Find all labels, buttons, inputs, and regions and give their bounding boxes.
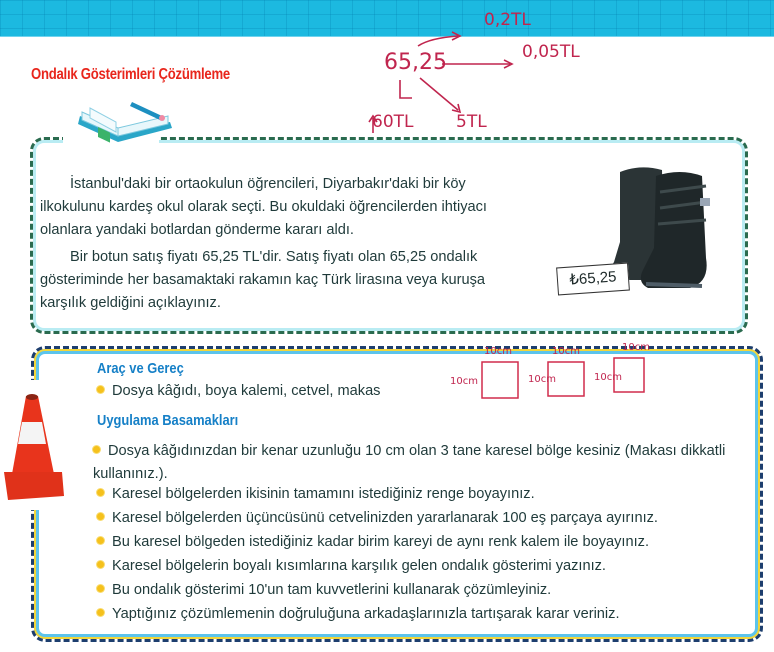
problem-paragraph-2: Bir botun satış fiyatı 65,25 TL'dir. Satış fiyatı olan 65,25 ondalık gösteriminde her basamaktaki rakamın kaç Türk lirasına veya kuruşa karşılık geldiğini açıklayınız. bbox=[40, 249, 486, 311]
materials-heading: Araç ve Gereç bbox=[97, 360, 184, 377]
bullet-icon bbox=[93, 446, 100, 453]
bullet-icon bbox=[97, 609, 104, 616]
step-item: Karesel bölgelerden ikisinin tamamını istediğiniz renge boyayınız. bbox=[97, 486, 535, 502]
materials-item: Dosya kâğıdı, boya kalemi, cetvel, makas bbox=[97, 383, 380, 399]
problem-paragraph-1: İstanbul'daki bir ortaokulun öğrencileri, Diyarbakır'daki bir köy ilkokulunu kardeş okul olarak seçti. Bu okuldaki öğrencilerden ihtiyacı olanlara yandaki botlardan gönderme kararı aldı. bbox=[40, 176, 487, 238]
handwritten-tens: 60TL bbox=[372, 112, 414, 132]
bullet-icon bbox=[97, 386, 104, 393]
handwritten-hundredths: 0,05TL bbox=[522, 42, 580, 62]
step-item: Yaptığınız çözümlemenin doğruluğuna arkadaşlarınızla tartışarak karar veriniz. bbox=[97, 606, 620, 622]
handwritten-number: 65,25 bbox=[384, 50, 447, 75]
bullet-icon bbox=[97, 561, 104, 568]
handwritten-tenths: 0,2TL bbox=[484, 10, 531, 30]
bullet-icon bbox=[97, 513, 104, 520]
open-book-icon bbox=[70, 96, 180, 146]
steps-heading: Uygulama Basamakları bbox=[97, 412, 239, 429]
bullet-icon bbox=[97, 489, 104, 496]
price-tag: ₺65,25 bbox=[556, 263, 630, 296]
bullet-icon bbox=[97, 537, 104, 544]
step-item: Karesel bölgelerin boyalı kısımlarına karşılık gelen ondalık gösterimi yazınız. bbox=[97, 558, 606, 574]
bullet-icon bbox=[97, 585, 104, 592]
square-label: 10cm bbox=[622, 342, 650, 353]
page-title: Ondalık Gösterimleri Çözümleme bbox=[31, 66, 230, 83]
square-label: 10cm bbox=[450, 376, 478, 387]
step-item: Karesel bölgelerden üçüncüsünü cetvelinizden yararlanarak 100 eş parçaya ayırınız. bbox=[97, 510, 658, 526]
square-label: 10cm bbox=[552, 346, 580, 357]
step-item: Bu karesel bölgeden istediğiniz kadar birim kareyi de aynı renk kalem ile boyayınız. bbox=[97, 534, 649, 550]
square-label: 10cm bbox=[528, 374, 556, 385]
step-item: Dosya kâğıdınızdan bir kenar uzunluğu 10 cm olan 3 tane karesel bölge kesiniz (Makası dikkatli kullanınız.). bbox=[93, 443, 726, 482]
step-item: Bu ondalık gösterimi 10'un tam kuvvetlerini kullanarak çözümleyiniz. bbox=[97, 582, 551, 598]
handwritten-ones: 5TL bbox=[456, 112, 487, 132]
square-label: 10cm bbox=[484, 346, 512, 357]
problem-text bbox=[40, 173, 522, 319]
traffic-cone-icon bbox=[4, 392, 68, 502]
square-label: 10cm bbox=[594, 372, 622, 383]
